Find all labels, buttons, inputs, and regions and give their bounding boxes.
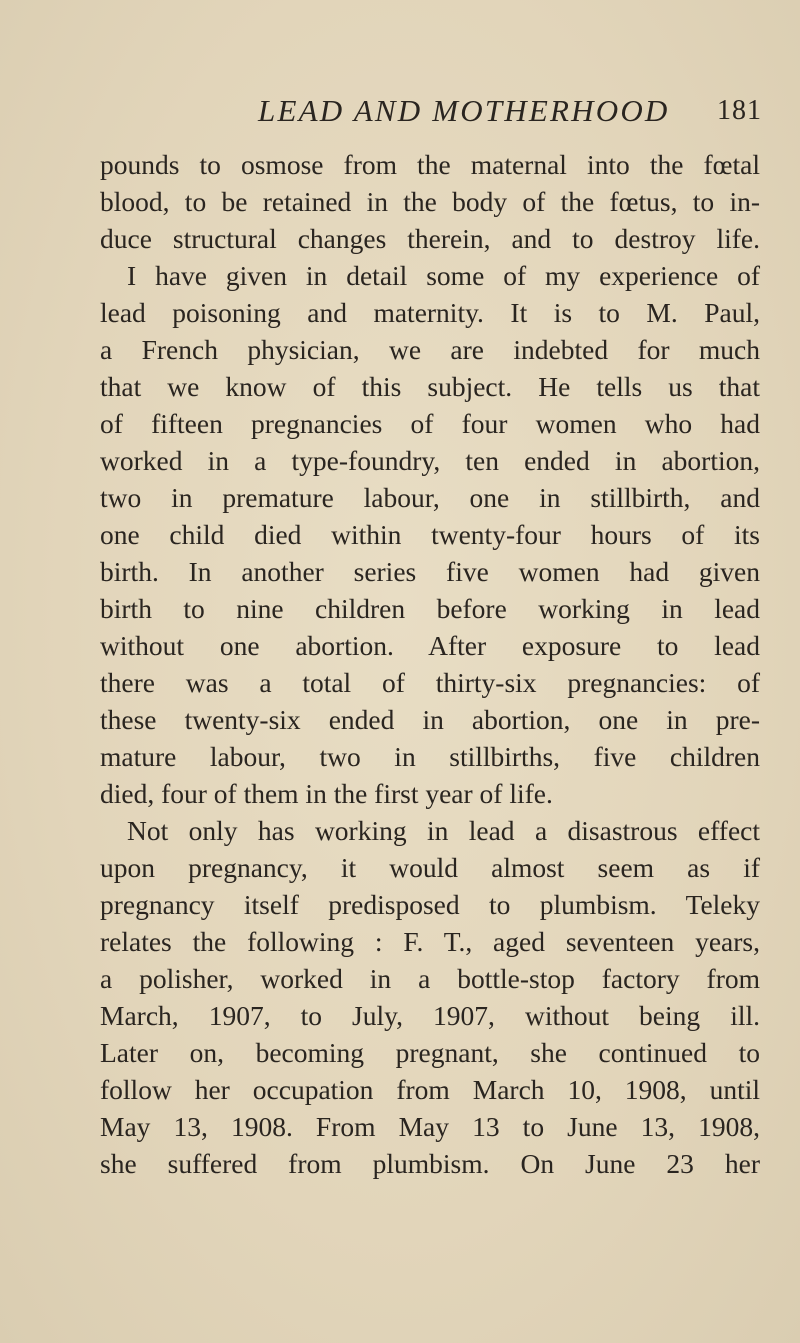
text-line: upon pregnancy, it would almost seem as if (100, 852, 760, 883)
text-line: birth to nine children before working in lead (100, 593, 760, 624)
text-line: without one abortion. After exposure to lead (100, 630, 760, 661)
running-head (100, 93, 760, 133)
running-title: LEAD AND MOTHERHOOD (258, 93, 670, 128)
text-line: blood, to be retained in the body of the fœtus, to in- (100, 186, 760, 217)
text-line: birth. In another series five women had given (100, 556, 760, 587)
text-line: March, 1907, to July, 1907, without being ill. (100, 1000, 760, 1031)
text-line: duce structural changes therein, and to destroy life. (100, 223, 760, 254)
text-line: May 13, 1908. From May 13 to June 13, 1908, (100, 1111, 760, 1142)
page-number: 181 (717, 95, 762, 126)
text-line: a French physician, we are indebted for much (100, 334, 760, 365)
text-line: there was a total of thirty-six pregnancies: of (100, 667, 760, 698)
text-line: a polisher, worked in a bottle-stop factory from (100, 963, 760, 994)
text-line: two in premature labour, one in stillbirth, and (100, 482, 760, 513)
text-line: follow her occupation from March 10, 1908, until (100, 1074, 760, 1105)
text-line: she suffered from plumbism. On June 23 her (100, 1148, 760, 1179)
text-line: pregnancy itself predisposed to plumbism. Teleky (100, 889, 760, 920)
text-line: relates the following : F. T., aged seventeen years, (100, 926, 760, 957)
text-line: one child died within twenty-four hours of its (100, 519, 760, 550)
text-line: these twenty-six ended in abortion, one in pre- (100, 704, 760, 735)
text-line: worked in a type-foundry, ten ended in abortion, (100, 445, 760, 476)
text-line: of fifteen pregnancies of four women who had (100, 408, 760, 439)
text-line: mature labour, two in stillbirths, five children (100, 741, 760, 772)
text-line: I have given in detail some of my experience of (127, 260, 760, 291)
text-line: pounds to osmose from the maternal into the fœtal (100, 149, 760, 180)
text-line: lead poisoning and maternity. It is to M. Paul, (100, 297, 760, 328)
text-line: that we know of this subject. He tells us that (100, 371, 760, 402)
text-line: Not only has working in lead a disastrous effect (127, 815, 760, 846)
text-line: died, four of them in the first year of life. (100, 778, 553, 809)
text-line: Later on, becoming pregnant, she continued to (100, 1037, 760, 1068)
